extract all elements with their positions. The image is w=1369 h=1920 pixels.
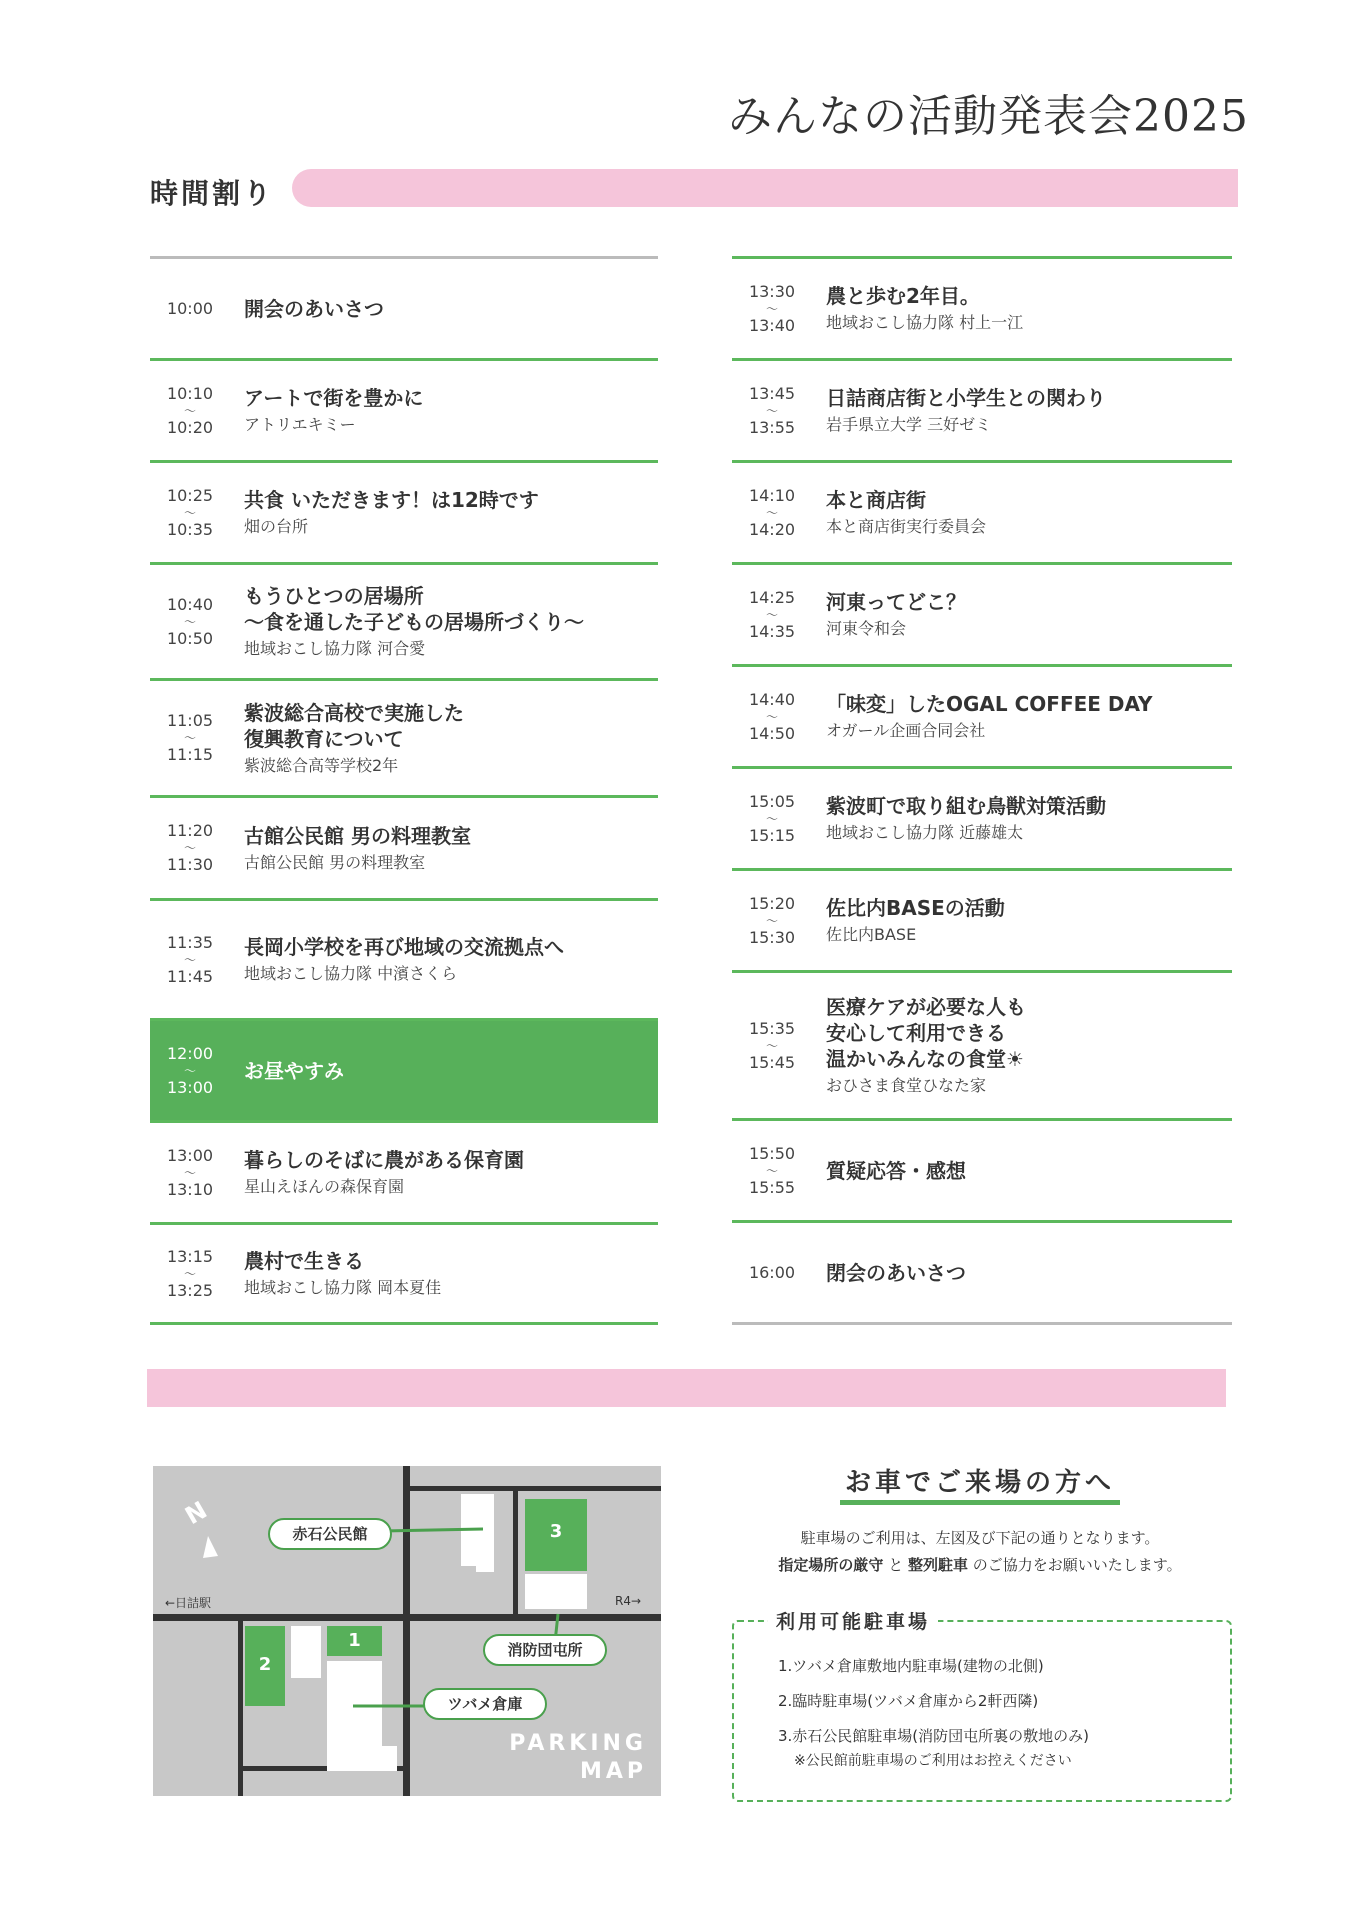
event-title-line: 紫波町で取り組む鳥獣対策活動 [826,794,1106,818]
time-range [737,589,807,641]
line2-mid: と [883,1556,908,1574]
event-title-line: 医療ケアが必要な人も [826,995,1026,1019]
tilde: 〜 [765,913,778,928]
road-label-hizume: ←日詰駅 [165,1596,212,1610]
north-label: N [180,1495,212,1531]
car-info-heading: お車でご来場の方へ [844,1468,1115,1498]
end-time: 15:45 [748,1052,796,1072]
event-title-line: アートで街を豊かに [244,386,424,410]
start-time: 16:00 [748,1262,796,1282]
schedule-item [150,1225,658,1322]
schedule-item [732,871,1232,970]
time-range [155,822,225,874]
presenter: 地域おこし協力隊 近藤雄太 [826,823,1024,842]
end-time: 13:00 [166,1077,214,1097]
schedule-item [732,565,1232,664]
event-title-line: 古館公民館 男の料理教室 [244,823,471,848]
parking-note: ※公民館前駐車場のご利用はお控えください [794,1753,1072,1769]
end-time: 11:15 [166,745,214,764]
tilde: 〜 [765,403,778,418]
schedule-item [732,973,1232,1118]
time-range [155,712,225,764]
time-range [155,1248,225,1300]
time-range [155,596,225,648]
left-bottom-divider [150,1322,658,1325]
event-title-line: 農村で生きる [244,1249,364,1273]
time-range [737,487,807,539]
tilde: 〜 [183,1165,196,1180]
event-title-line: 「味変」したOGAL COFFEE DAY [826,692,1153,716]
presenter: 地域おこし協力隊 岡本夏佳 [244,1278,442,1297]
time-range [737,895,807,947]
presenter: 星山えほんの森保育園 [244,1177,405,1196]
start-time: 12:00 [166,1043,214,1063]
start-time: 14:40 [748,689,796,709]
time-range [155,1045,225,1097]
schedule-item [732,361,1232,460]
car-info-line1: 駐車場のご利用は、左図及び下記の通りとなります。 [800,1529,1160,1547]
parking-item-3: 3.赤石公民館駐車場(消防団屯所裏の敷地のみ) [778,1727,1090,1745]
end-time: 15:15 [748,825,796,845]
schedule-item [150,681,658,795]
time-range [737,1020,807,1072]
tilde: 〜 [183,731,196,745]
event-title-line: 温かいみんなの食堂☀ [826,1047,1024,1071]
presenter: 地域おこし協力隊 村上一江 [826,313,1024,332]
parking-list-title: 利用可能駐車場 [768,1607,938,1634]
end-time: 13:25 [166,1280,214,1300]
callout-shobo: 消防団屯所 [483,1634,607,1666]
event-title-line: 暮らしのそばに農がある保育園 [244,1148,524,1172]
event-title-line: 本と商店街 [826,488,926,512]
event-title-line: 安心して利用できる [826,1021,1006,1045]
event-title: みんなの活動発表会2025 [728,91,1249,142]
tilde: 〜 [765,1038,778,1053]
divider-pink-bar [147,1369,1226,1407]
start-time: 15:35 [748,1018,796,1038]
start-time: 10:40 [166,594,214,614]
start-time: 13:30 [748,281,796,301]
time-range [155,300,225,318]
end-time: 10:35 [166,519,214,539]
schedule-item [150,259,658,358]
end-time: 10:50 [166,628,214,648]
callout-tsubame: ツバメ倉庫 [423,1688,547,1720]
road-label-r4: R4→ [615,1594,642,1608]
time-range [155,1147,225,1199]
end-time: 11:45 [166,966,214,986]
right-bottom-divider [732,1322,1232,1325]
line2-bold1: 指定場所の厳守 [778,1556,884,1574]
tilde: 〜 [183,841,196,855]
tilde: 〜 [183,1266,196,1281]
parking-list-box [732,1620,1232,1802]
end-time: 14:50 [748,723,796,743]
presenter: 畑の台所 [244,517,309,536]
event-title-line: 復興教育について [244,726,404,751]
tilde: 〜 [765,1163,778,1178]
time-range [737,1145,807,1197]
lot-2-label: 2 [258,1654,272,1675]
end-time: 15:30 [748,927,796,947]
schedule-item [732,769,1232,868]
section-title: 時間割り [150,177,275,210]
parking-item-2: 2.臨時駐車場(ツバメ倉庫から2軒西隣) [778,1692,1039,1710]
end-time: 13:40 [748,315,796,335]
start-time: 11:05 [166,711,214,730]
line2-bold2: 整列駐車 [907,1556,968,1574]
presenter: おひさま食堂ひなた家 [826,1076,987,1095]
schedule-item [150,1021,658,1120]
start-time: 11:35 [166,932,214,952]
presenter: 地域おこし協力隊 中濱さくら [244,964,458,983]
title-pink-bar [292,169,1238,207]
parking-map-label-1: PARKING [509,1731,647,1756]
schedule-item [150,798,658,898]
end-time: 14:20 [748,519,796,539]
event-title-line: 共食 いただきます！は12時です [244,488,539,512]
schedule-item [150,901,658,1018]
event-title-line: 佐比内BASEの活動 [826,896,1005,920]
presenter: 河東令和会 [826,619,907,638]
event-title-line: お昼やすみ [244,1058,344,1083]
presenter: 佐比内BASE [826,925,917,944]
presenter: 本と商店街実行委員会 [826,517,987,536]
start-time: 13:45 [748,383,796,403]
event-title-line: 農と歩む2年目。 [826,284,980,308]
time-range [155,934,225,986]
end-time: 11:30 [166,855,214,874]
schedule-item [150,463,658,562]
event-title-line: 河東ってどこ？ [826,590,966,614]
event-title-line: 質疑応答・感想 [826,1158,966,1183]
car-info-heading-underline [840,1500,1120,1505]
tilde: 〜 [765,607,778,622]
tilde: 〜 [765,505,778,520]
tilde: 〜 [183,614,196,629]
tilde: 〜 [183,952,196,967]
tilde: 〜 [765,301,778,316]
tilde: 〜 [183,1063,196,1078]
schedule-item [150,565,658,678]
lot-3-label: 3 [549,1521,563,1542]
schedule-item [732,667,1232,766]
schedule-item [150,361,658,460]
car-info-line2 [710,1554,1250,1575]
schedule-item [732,1223,1232,1322]
time-range [737,385,807,437]
event-title-line: 紫波総合高校で実施した [244,700,464,725]
event-title-line: もうひとつの居場所 [244,584,424,608]
end-time: 14:35 [748,621,796,641]
end-time: 13:10 [166,1179,214,1199]
presenter: 地域おこし協力隊 河合愛 [244,639,426,658]
event-title-line: 閉会のあいさつ [826,1260,966,1285]
parking-map [153,1466,661,1796]
parking-map-label-2: MAP [579,1759,647,1784]
time-range [737,691,807,743]
event-title-line: 〜食を通した子どもの居場所づくり〜 [244,610,584,634]
schedule-item [732,463,1232,562]
schedule-item [732,259,1232,358]
start-time: 11:20 [166,821,214,840]
start-time: 13:00 [166,1145,214,1165]
time-range [155,487,225,539]
tilde: 〜 [183,505,196,520]
start-time: 15:50 [748,1143,796,1163]
end-time: 13:55 [748,417,796,437]
time-range [737,283,807,335]
time-range [155,385,225,437]
presenter: オガール企画合同会社 [826,721,986,740]
start-time: 15:20 [748,893,796,913]
tilde: 〜 [765,709,778,724]
start-time: 14:25 [748,587,796,607]
event-title-line: 長岡小学校を再び地域の交流拠点へ [244,935,564,959]
start-time: 13:15 [166,1246,214,1266]
presenter: アトリエキミー [244,415,356,434]
start-time: 14:10 [748,485,796,505]
tilde: 〜 [765,811,778,826]
schedule-item [150,1123,658,1222]
time-range [737,793,807,845]
start-time: 10:00 [166,298,214,318]
tilde: 〜 [183,403,196,418]
schedule-item [732,1121,1232,1220]
presenter: 岩手県立大学 三好ゼミ [826,415,992,434]
event-title-line: 日詰商店街と小学生との関わり [826,386,1106,410]
start-time: 10:10 [166,383,214,403]
lot-1-label: 1 [348,1630,361,1651]
time-range [737,1264,807,1282]
end-time: 15:55 [748,1177,796,1197]
presenter: 紫波総合高等学校2年 [244,755,399,775]
presenter: 古館公民館 男の料理教室 [244,852,426,872]
callout-akaishi: 赤石公民館 [268,1518,392,1550]
start-time: 10:25 [166,485,214,505]
event-title-line: 開会のあいさつ [244,296,384,321]
line2-end: のご協力をお願いいたします。 [968,1556,1182,1574]
start-time: 15:05 [748,791,796,811]
parking-item-1: 1.ツバメ倉庫敷地内駐車場(建物の北側) [778,1657,1044,1675]
end-time: 10:20 [166,417,214,437]
